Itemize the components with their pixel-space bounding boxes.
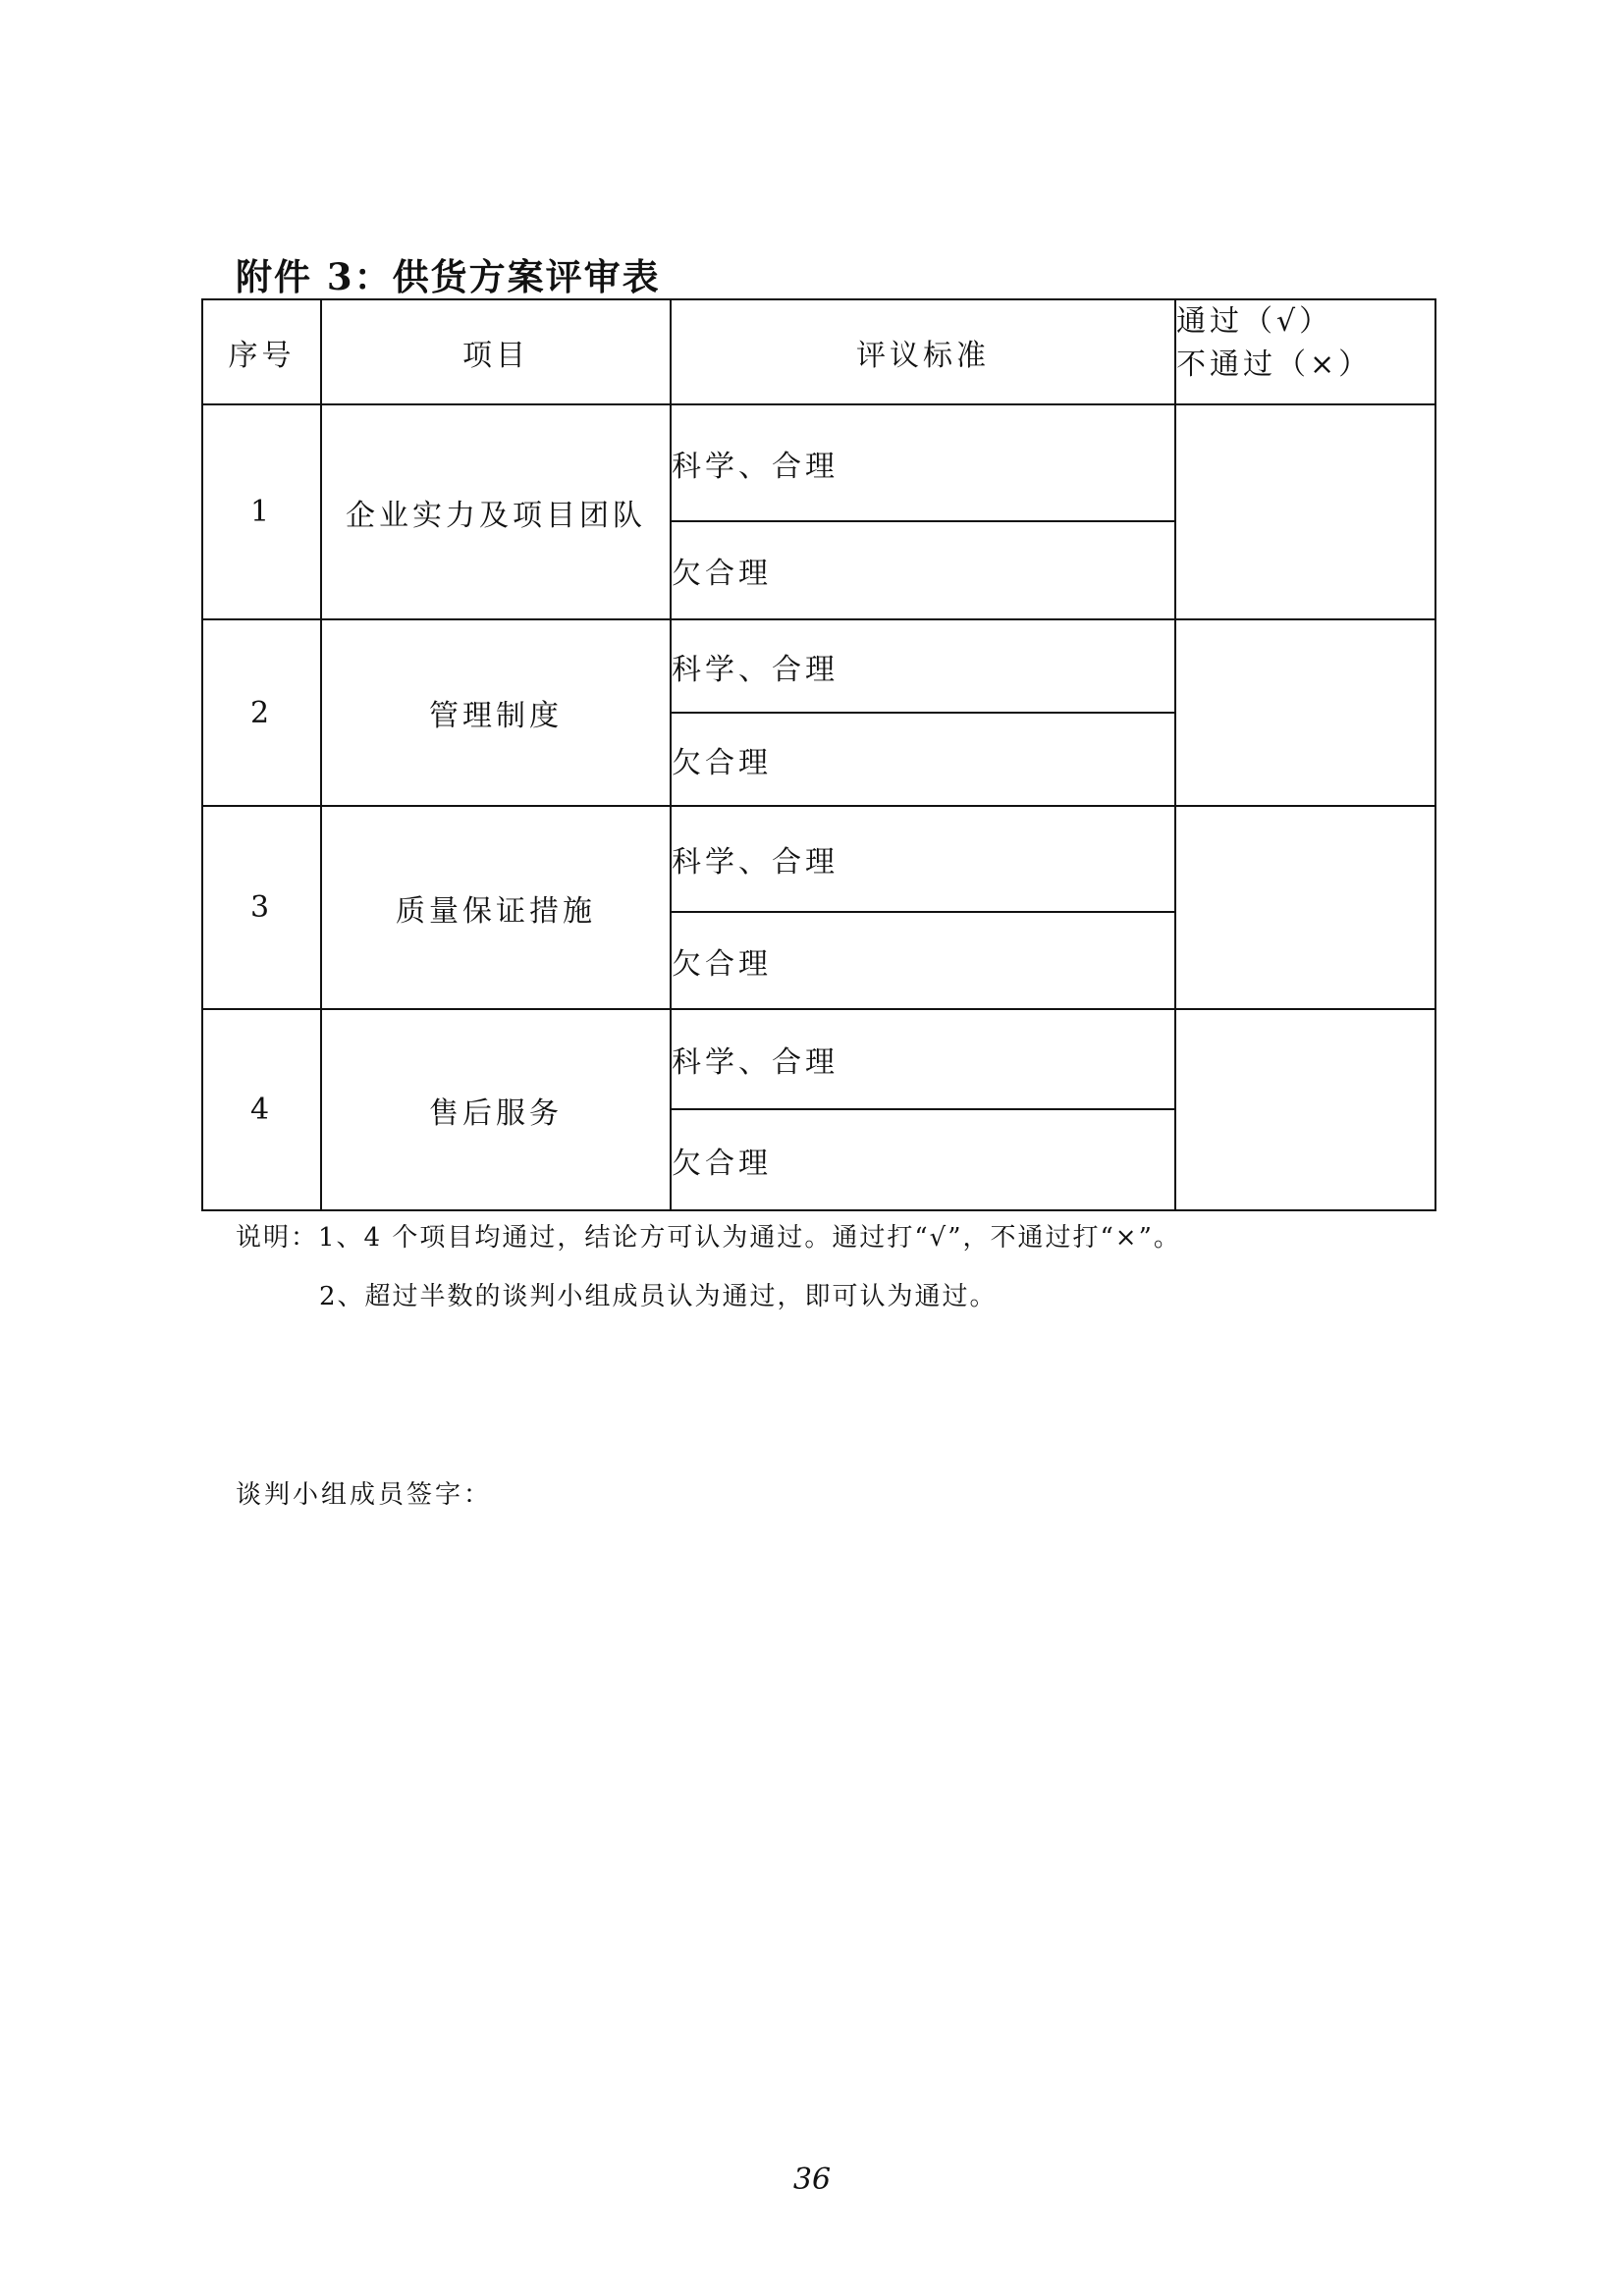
- table-row: [202, 404, 1435, 521]
- row-index: 2: [202, 619, 321, 806]
- table-row: [202, 619, 1435, 713]
- review-table: [201, 298, 1436, 1211]
- row-item: 企业实力及项目团队: [321, 404, 671, 619]
- row-index: 1: [202, 404, 321, 619]
- row-item: 质量保证措施: [321, 806, 671, 1009]
- row-item: 管理制度: [321, 619, 671, 806]
- criteria-less-reasonable: 欠合理: [671, 1109, 1175, 1210]
- note-line-1: 说明：1、4 个项目均通过，结论方可认为通过。通过打“√”，不通过打“×”。: [236, 1223, 1181, 1253]
- criteria-less-reasonable: 欠合理: [671, 713, 1175, 806]
- result-cell[interactable]: [1175, 619, 1435, 806]
- criteria-reasonable: 科学、合理: [671, 404, 1175, 521]
- result-cell[interactable]: [1175, 1009, 1435, 1210]
- header-result-fail: 不通过（×）: [1176, 347, 1373, 382]
- header-item: 项目: [321, 299, 671, 404]
- row-index: 3: [202, 806, 321, 1009]
- signature-label: 谈判小组成员签字：: [236, 1480, 493, 1510]
- criteria-reasonable: 科学、合理: [671, 619, 1175, 713]
- criteria-less-reasonable: 欠合理: [671, 521, 1175, 619]
- row-item: 售后服务: [321, 1009, 671, 1210]
- note-line-2: 2、超过半数的谈判小组成员认为通过，即可认为通过。: [319, 1282, 998, 1311]
- header-result-pass: 通过（√）: [1176, 304, 1333, 339]
- page-number: 36: [792, 2163, 832, 2197]
- header-result: [1175, 299, 1435, 404]
- table-header-row: [202, 299, 1435, 404]
- criteria-reasonable: 科学、合理: [671, 806, 1175, 912]
- result-cell[interactable]: [1175, 806, 1435, 1009]
- result-cell[interactable]: [1175, 404, 1435, 619]
- criteria-reasonable: 科学、合理: [671, 1009, 1175, 1109]
- row-index: 4: [202, 1009, 321, 1210]
- table-row: [202, 806, 1435, 912]
- notes: [236, 1219, 1181, 1337]
- document-title: 附件 3：供货方案评审表: [236, 255, 661, 298]
- header-index: 序号: [202, 299, 321, 404]
- criteria-less-reasonable: 欠合理: [671, 912, 1175, 1009]
- table-row: [202, 1009, 1435, 1109]
- header-criteria: 评议标准: [671, 299, 1175, 404]
